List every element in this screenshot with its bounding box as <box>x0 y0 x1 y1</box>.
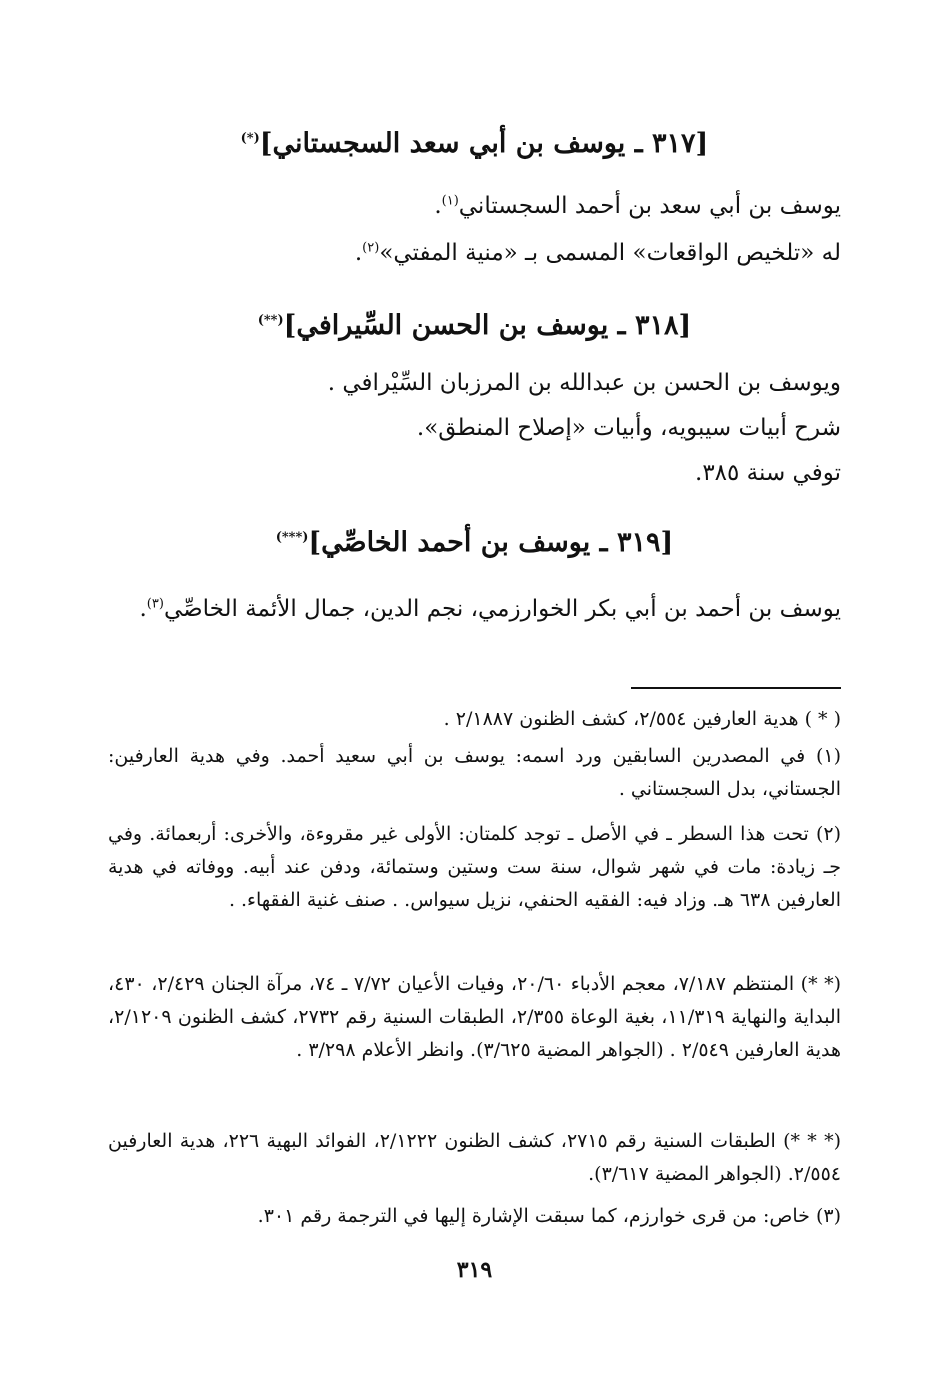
footnote-mark: (٣) <box>815 1205 841 1227</box>
footnote-separator <box>631 687 841 689</box>
entry-heading-text: [٣١٨ ـ يوسف بن الحسن السِّيرافي] <box>283 310 692 341</box>
footnote <box>108 703 841 736</box>
entry-heading <box>110 128 839 159</box>
footnote <box>108 818 841 917</box>
punctuation: . <box>434 193 442 219</box>
footnote-text: هدية العارفين ٢/٥٥٤، كشف الظنون ٢/١٨٨٧ . <box>443 708 799 730</box>
entry-line-text: له «تلخيص الواقعات» المسمى بـ «منية المفتي» <box>379 240 841 266</box>
entry-paragraph <box>108 588 841 630</box>
footnote-text: تحت هذا السطر ـ في الأصل ـ توجد كلمتان: الأولى غير مقروءة، والأخرى: أربعمائة. وفي جـ زيادة: مات في شهر شوال، سنة ست وستين وستمائة، ودفن عند أبيه. ووفاته في هدية العارفين ٦٣٨ هـ. وزاد فيه: الفقيه الحنفي، نزيل سيواس. . صنف غنية الفقهاء. . <box>108 823 841 911</box>
footnote-text: الطبقات السنية رقم ٢٧١٥، كشف الظنون ٢/١٢٢٢، الفوائد البهية ٢٢٦، هدية العارفين ٢/٥٥٤. (الجواهر المضية ٣/٦١٧). <box>108 1130 841 1185</box>
entry-line: توفي سنة ٣٨٥. <box>695 460 841 486</box>
footnote <box>108 1125 841 1191</box>
punctuation: . <box>354 240 363 266</box>
footnote-ref: (*) <box>240 131 260 146</box>
footnote-mark: (٢) <box>815 823 841 845</box>
footnote-ref: (٣) <box>146 596 164 612</box>
page-number: ٣١٩ <box>456 1257 493 1283</box>
footnote-text: خاص: من قرى خوارزم، كما سبقت الإشارة إليها في الترجمة رقم ٣٠١. <box>257 1205 810 1227</box>
entry-line <box>355 240 841 268</box>
footnote <box>108 740 841 806</box>
entry-heading <box>110 527 839 558</box>
footnote-ref: (***) <box>275 530 309 545</box>
footnote-text: المنتظم ٧/١٨٧، معجم الأدباء ٢٠/٦٠، وفيات الأعيان ٧/٧٢ ـ ٧٤، مرآة الجنان ٢/٤٢٩، ٤٣٠، البداية والنهاية ١١/٣١٩، بغية الوعاة ٢/٣٥٥، الطبقات السنية رقم ٢٧٣٢، كشف الظنون ٢/١٢٠٩، هدية العارفين ٢/٥٤٩ . (الجواهر المضية ٣/٦٢٥). وانظر الأعلام ٣/٢٩٨ . <box>108 973 841 1061</box>
entry-line: ويوسف بن الحسن بن عبدالله بن المرزبان السِّيْرافي . <box>327 370 841 396</box>
entry-heading <box>110 310 839 341</box>
entry-heading-text: [٣١٧ ـ يوسف بن أبي سعد السجستاني] <box>259 128 709 159</box>
footnote-mark: (١) <box>815 745 841 767</box>
entry-paragraph-text: يوسف بن أحمد بن أبي بكر الخوارزمي، نجم الدين، جمال الأئمة الخاصِّي <box>163 596 841 622</box>
footnote-mark: ( * ) <box>804 708 841 730</box>
entry-line <box>434 193 841 221</box>
footnote <box>108 1200 841 1233</box>
footnote-text: في المصدرين السابقين ورد اسمه: يوسف بن أبي سعيد أحمد. وفي هدية العارفين: الجستاني، بدل السجستاني . <box>108 745 841 800</box>
footnote-ref: (٢) <box>362 240 380 256</box>
entry-line: شرح أبيات سيبويه، وأبيات «إصلاح المنطق». <box>416 415 841 441</box>
footnote <box>108 968 841 1067</box>
entry-line-text: يوسف بن أبي سعد بن أحمد السجستاني <box>458 193 841 219</box>
footnote-ref: (١) <box>441 193 459 209</box>
footnote-mark: (* * *) <box>783 1130 841 1152</box>
punctuation: . <box>139 596 147 622</box>
footnote-mark: (* *) <box>800 973 841 995</box>
entry-heading-text: [٣١٩ ـ يوسف بن أحمد الخاصِّي] <box>308 527 674 558</box>
footnote-ref: (**) <box>257 313 284 328</box>
